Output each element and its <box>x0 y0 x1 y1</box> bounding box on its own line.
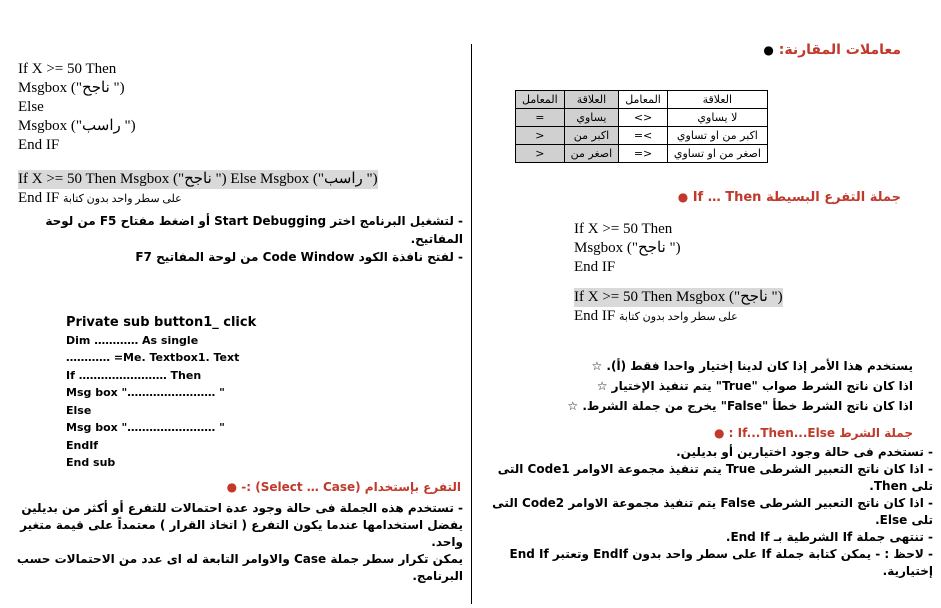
table-cell: لا يساوي <box>667 109 767 127</box>
code-note: على سطر واحد بدون كتابة <box>619 311 738 323</box>
paragraph: - تنتهى جملة If الشرطية بـ End If. <box>725 530 933 544</box>
code-line: ………… =Me. Textbox1. Text <box>66 351 240 364</box>
code-block-if-then <box>574 220 681 277</box>
code-block-else-one-line <box>18 170 378 209</box>
column-divider <box>471 44 472 604</box>
code-line: If X >= 50 Then Msgbox ("ناجح ") Else Msgbox ("راسب ") <box>18 171 378 187</box>
comparison-heading: معاملات المقارنة: ● <box>763 42 901 58</box>
comparison-table <box>515 90 768 163</box>
list-item: اذا كان ناتج الشرط صواب "True" يتم تنفيذ الإختيار ☆ <box>596 379 913 393</box>
star-list <box>567 356 913 416</box>
table-cell: < <box>516 145 565 163</box>
list-item: يستخدم هذا الأمر إذا كان لدينا إختيار واحدا فقط (أ). ☆ <box>591 359 913 373</box>
paragraph: - لفتح نافذة الكود Code Window من لوحة المفاتيح F7 <box>135 250 463 264</box>
code-line: If X >= 50 Then Msgbox ("ناجح ") <box>574 289 783 305</box>
vb-code-template <box>66 314 256 472</box>
if-then-else-text <box>483 444 933 580</box>
table-cell: المعامل <box>619 91 668 109</box>
table-cell: اصغر من او تساوي <box>667 145 767 163</box>
table-cell: <> <box>619 109 668 127</box>
code-line: If X >= 50 Then <box>18 61 117 77</box>
code-line: Msgbox ("ناجح ") <box>18 80 125 96</box>
table-cell: العلاقة <box>667 91 767 109</box>
code-block-one-line <box>574 288 783 327</box>
table-cell: <= <box>619 145 668 163</box>
code-line: End sub <box>66 456 116 469</box>
paragraph: - اذا كان ناتج التعبير الشرطى True يتم تنفيذ مجموعة الاوامر Code1 التى تلى Then. <box>497 462 933 493</box>
paragraph: يمكن تكرار سطر جملة Case والاوامر التابعة له اى عدد من الاحتمالات حسب البرنامج. <box>16 552 463 583</box>
code-line: If …………………… Then <box>66 368 202 382</box>
code-line: Msgbox ("راسب ") <box>18 118 136 134</box>
table-row <box>516 127 768 145</box>
code-note: على سطر واحد بدون كتابة <box>63 193 182 205</box>
table-cell: العلاقة <box>564 91 619 109</box>
table-cell: < <box>516 127 565 145</box>
run-instructions <box>13 212 463 266</box>
if-then-heading: جملة التفرع البسيطة If … Then ● <box>677 190 901 205</box>
code-block-if-else <box>18 60 136 155</box>
table-cell: المعامل <box>516 91 565 109</box>
table-row <box>516 145 768 163</box>
code-line: End IF <box>18 190 60 206</box>
table-cell: اصغر من <box>564 145 619 163</box>
code-line: End IF <box>18 137 60 153</box>
table-cell: >= <box>619 127 668 145</box>
paragraph: - تستخدم هذه الجملة فى حالة وجود عدة احتمالات للتفرع أو أكثر من بديلين يفضل استخدامها عندما يكون التفرع ( اتخاذ القرار ) معتمداً على قيمة متغير واحد. <box>20 501 463 549</box>
code-line: If X >= 50 Then <box>574 221 673 237</box>
code-line: Else <box>18 99 44 115</box>
table-header-row <box>516 91 768 109</box>
code-line: Private sub button1_ click <box>66 315 257 330</box>
code-line: Msg box "…………………… " <box>66 386 225 399</box>
code-line: Msgbox ("ناجح ") <box>574 240 681 256</box>
table-cell: = <box>516 109 565 127</box>
paragraph: - اذا كان ناتج التعبير الشرطى False يتم تنفيذ مجموعة الاوامر Code2 التى تلى Else. <box>492 496 933 527</box>
code-line: Dim ………… As single <box>66 333 199 347</box>
code-line: Else <box>66 403 92 417</box>
table-row <box>516 109 768 127</box>
paragraph: - تستخدم فى حالة وجود اختيارين أو بديلين. <box>676 445 933 459</box>
paragraph: - لتشغيل البرنامج اختر Start Debugging أو اضغط مفتاح F5 من لوحة المفاتيح. <box>45 214 463 246</box>
select-case-heading: التفرع بإستخدام (Select … Case) :- ● <box>226 480 461 494</box>
code-line: End IF <box>574 259 616 275</box>
paragraph: - لاحظ : - يمكن كتابة جملة If على سطر واحد بدون EndIf وتعتبر End If إختيارية. <box>509 547 933 578</box>
code-line: Msg box "…………………… " <box>66 421 225 434</box>
if-then-else-heading: جملة الشرط If...Then...Else : ● <box>713 426 913 440</box>
table-cell: يساوي <box>564 109 619 127</box>
list-item: اذا كان ناتج الشرط خطأ "False" يخرج من جملة الشرط. ☆ <box>567 399 913 413</box>
code-line: EndIf <box>66 438 99 452</box>
code-line: End IF <box>574 308 616 324</box>
select-case-text <box>8 500 463 585</box>
table-cell: اكبر من <box>564 127 619 145</box>
table-cell: اكبر من او تساوي <box>667 127 767 145</box>
